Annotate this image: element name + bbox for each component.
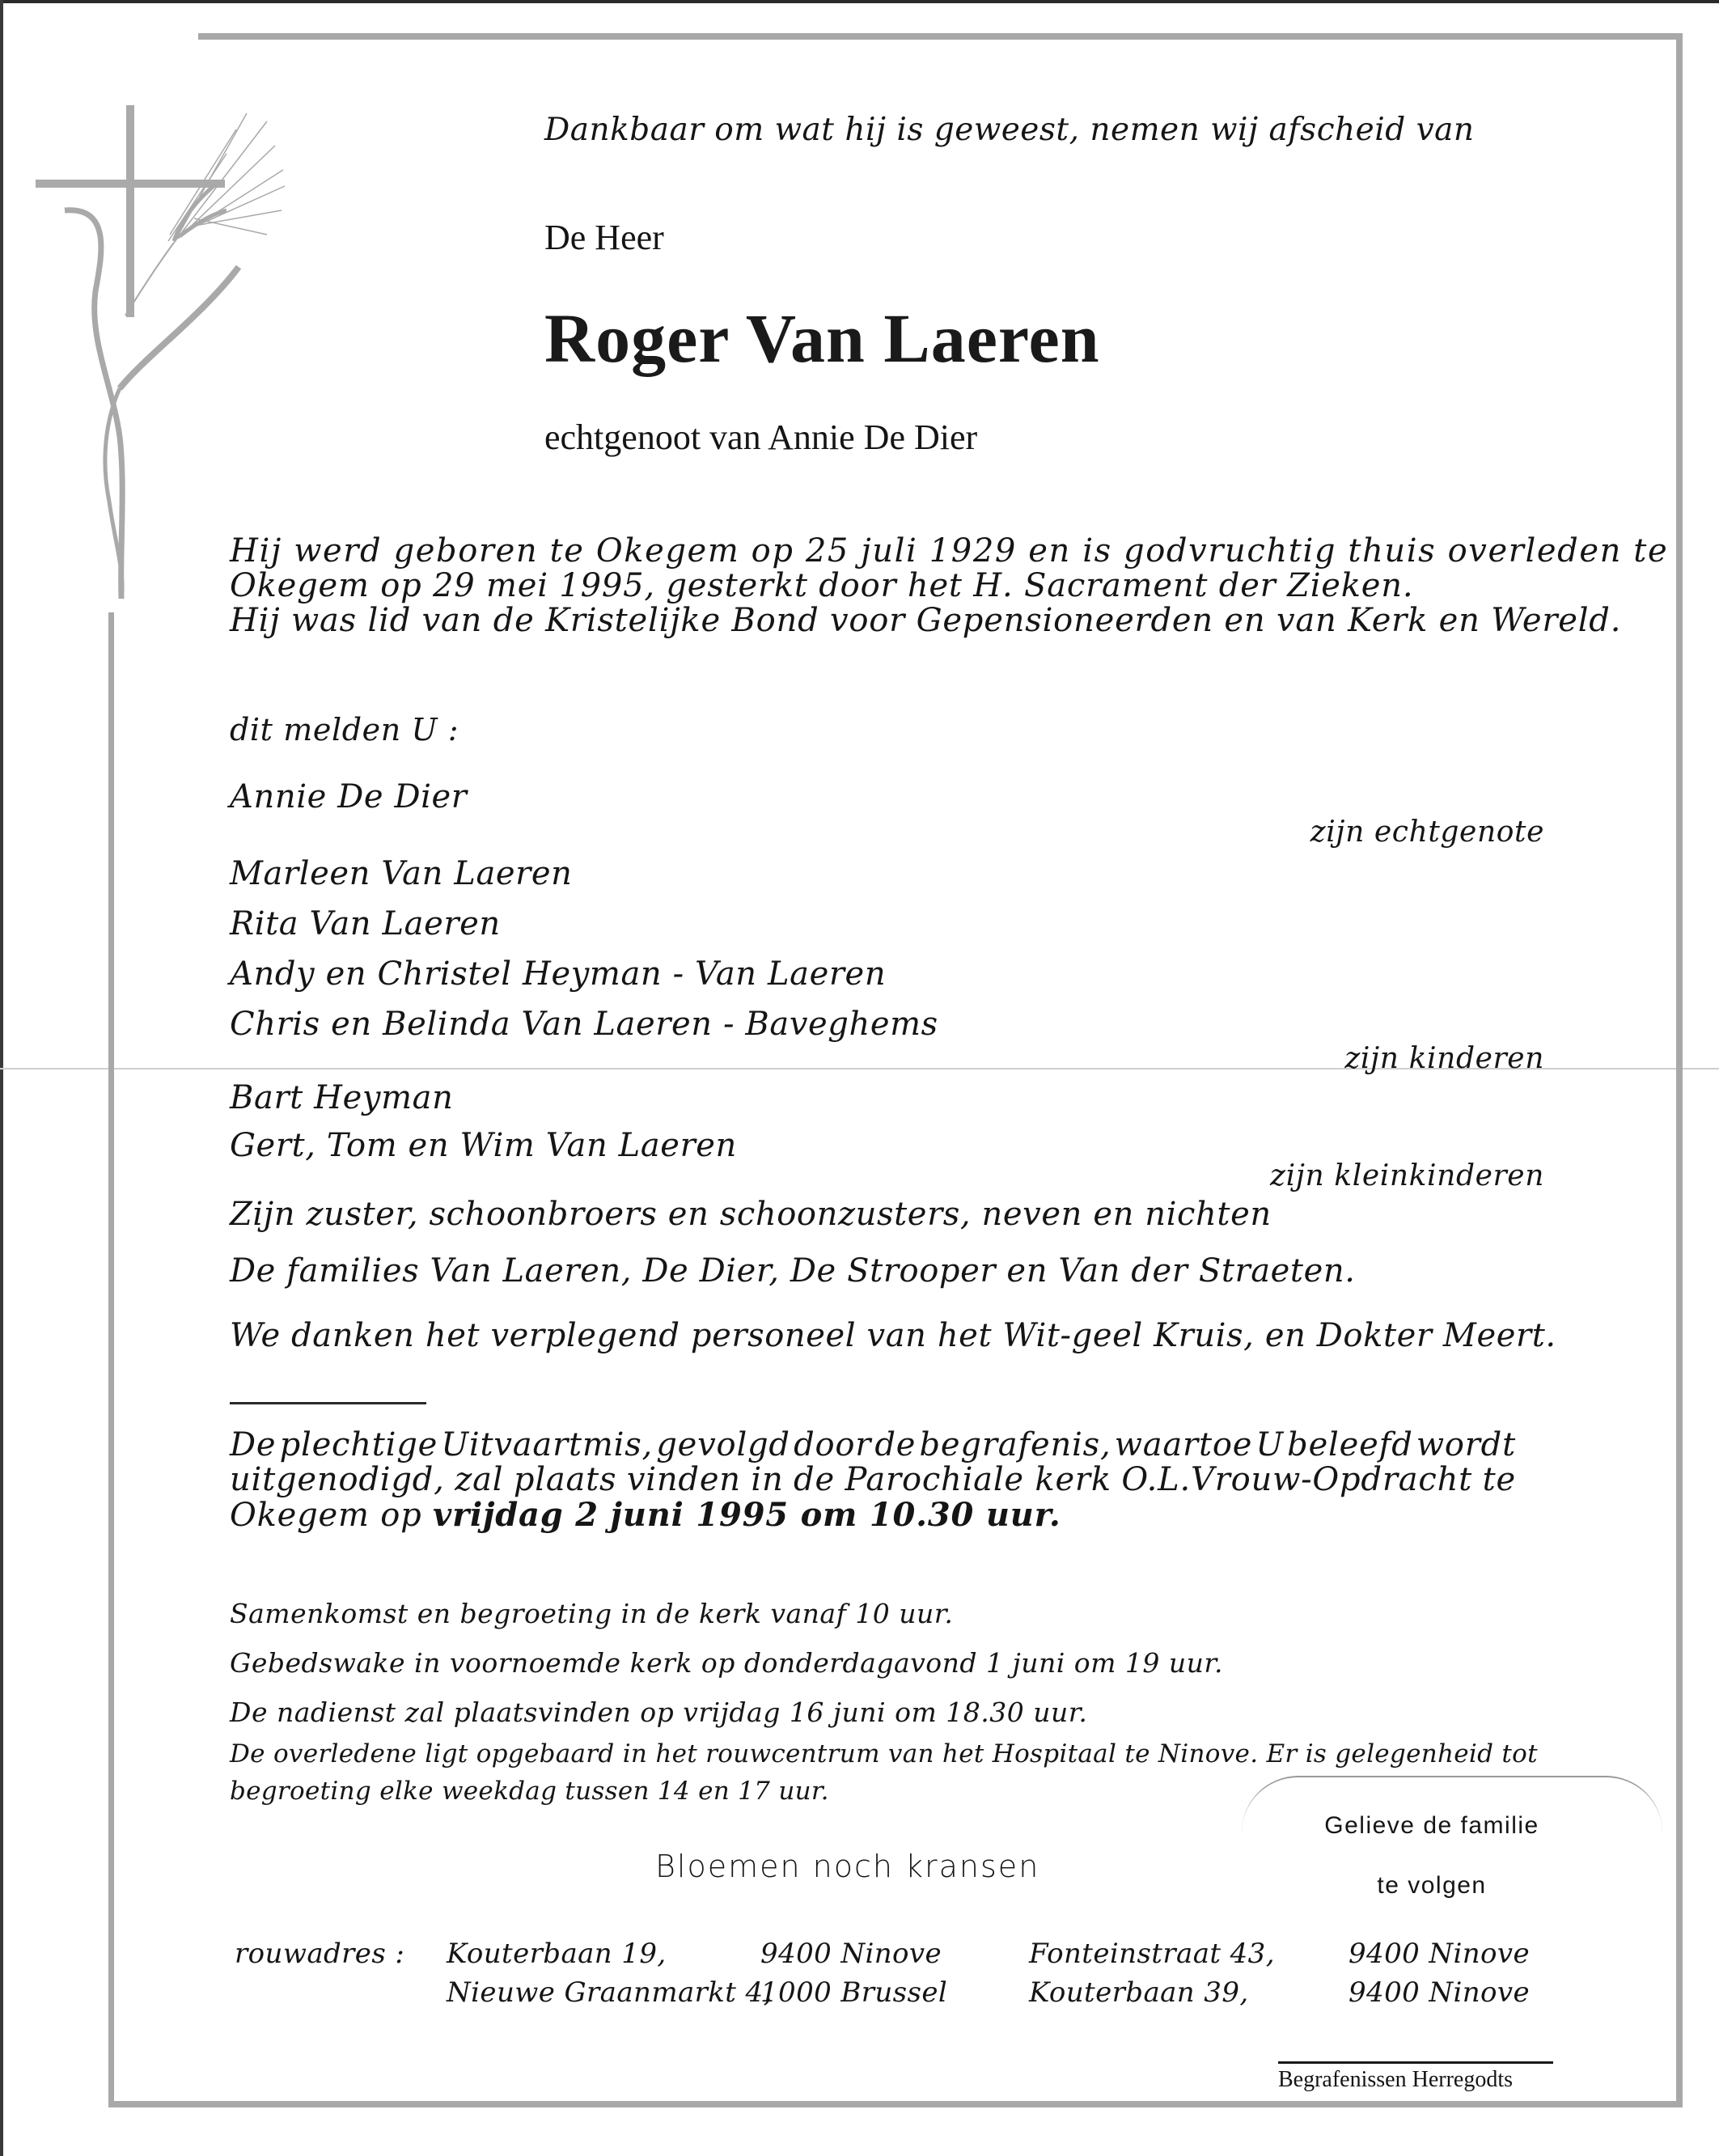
address-street: Fonteinstraat 43, xyxy=(1029,1938,1275,1970)
funeral-word: plechtige xyxy=(279,1426,438,1463)
biography-line: Hij werd geboren te Okegem op 25 juli 1929 en is godvruchtig thuis overleden te xyxy=(230,532,1669,570)
frame-border-top xyxy=(198,33,1683,40)
funeral-word: plaats xyxy=(513,1461,617,1498)
cross-vertical-icon xyxy=(126,105,134,317)
funeral-word: door xyxy=(794,1426,872,1463)
funeral-word: zal xyxy=(455,1461,504,1498)
funeral-word: waartoe xyxy=(1114,1426,1253,1463)
funeral-word: U xyxy=(1255,1426,1284,1463)
funeral-line xyxy=(230,1497,1516,1533)
funeral-word: O.L.Vrouw-Opdracht xyxy=(1121,1461,1473,1498)
address-city: 9400 Ninove xyxy=(1349,1976,1531,2009)
viewing-line: De overledene ligt opgebaard in het rouwcentrum van het Hospitaal te Ninove. Er is gelegenheid tot xyxy=(230,1739,1538,1768)
announcer-name: Annie De Dier xyxy=(230,778,468,815)
announcer-name: Rita Van Laeren xyxy=(230,905,501,942)
announcer-name: Bart Heyman xyxy=(230,1079,454,1116)
relation-label: zijn echtgenote xyxy=(1310,815,1544,849)
frame-border-bottom xyxy=(111,2101,1683,2107)
address-label: rouwadres : xyxy=(235,1938,405,1970)
note-line: Samenkomst en begroeting in de kerk vanaf 10 uur. xyxy=(230,1598,954,1629)
thanks-line: We danken het verplegend personeel van het Wit-geel Kruis, en Dokter Meert. xyxy=(230,1317,1556,1354)
announcer-name: Chris en Belinda Van Laeren - Baveghems xyxy=(230,1006,938,1043)
relation-label: zijn kinderen xyxy=(1344,1042,1544,1075)
biography xyxy=(230,532,1669,639)
funeral-announcement xyxy=(230,1428,1516,1533)
follow-notice-line: Gelieve de familie xyxy=(1324,1812,1539,1839)
funeral-word: Uitvaartmis, xyxy=(441,1426,654,1463)
flowers-notice: Bloemen noch kransen xyxy=(655,1849,1040,1884)
funeral-word: wordt xyxy=(1416,1426,1516,1463)
wheat-leaf-icon xyxy=(120,267,239,388)
spouse-line: echtgenoot van Annie De Dier xyxy=(544,417,978,457)
viewing-line: begroeting elke weekdag tussen 14 en 17 uur. xyxy=(230,1777,829,1806)
funeral-word: de xyxy=(794,1461,835,1498)
funeral-word: vinden xyxy=(626,1461,741,1498)
address-street: Kouterbaan 39, xyxy=(1029,1976,1249,2009)
address-city: 9400 Ninove xyxy=(1349,1938,1531,1970)
intro-line: Dankbaar om wat hij is geweest, nemen wij afscheid van xyxy=(544,112,1475,148)
funeral-word: uitgenodigd, xyxy=(230,1461,445,1498)
frame-border-right xyxy=(1676,33,1683,2107)
funeral-word: de xyxy=(874,1426,917,1463)
cross-horizontal-icon xyxy=(36,180,225,188)
funeral-word: De xyxy=(230,1426,277,1463)
address-city: 1000 Brussel xyxy=(760,1976,948,2009)
funeral-line xyxy=(230,1463,1516,1497)
frame-border-left xyxy=(108,612,114,2107)
follow-notice-box xyxy=(1242,1776,1662,1923)
announcers-intro: dit melden U : xyxy=(230,712,459,748)
address-street: Nieuwe Graanmarkt 4, xyxy=(447,1976,773,2009)
address-street: Kouterbaan 19, xyxy=(447,1938,667,1970)
funeral-word: gevolgd xyxy=(656,1426,790,1463)
follow-notice-line: te volgen xyxy=(1377,1872,1487,1899)
families-line: De families Van Laeren, De Dier, De Strooper en Van der Straeten. xyxy=(230,1252,1356,1290)
deceased-name: Roger Van Laeren xyxy=(544,299,1100,377)
note-line: De nadienst zal plaatsvinden op vrijdag 16 juni om 18.30 uur. xyxy=(230,1696,1088,1728)
section-divider xyxy=(230,1402,426,1404)
funeral-prefix: Okegem op xyxy=(230,1497,434,1534)
address-city: 9400 Ninove xyxy=(760,1938,942,1970)
funeral-word: beleefd xyxy=(1287,1426,1413,1463)
funeral-word: begrafenis, xyxy=(919,1426,1111,1463)
relation-label: zijn kleinkinderen xyxy=(1270,1159,1544,1192)
funeral-date-time: vrijdag 2 juni 1995 om 10.30 uur. xyxy=(433,1496,1061,1534)
note-line: Gebedswake in voornoemde kerk op donderdagavond 1 juni om 19 uur. xyxy=(230,1647,1224,1679)
scan-edge xyxy=(0,0,1719,3)
biography-line: Hij was lid van de Kristelijke Bond voor Gepensioneerden en van Kerk en Wereld. xyxy=(230,602,1622,639)
extended-family: Zijn zuster, schoonbroers en schoonzusters, neven en nichten xyxy=(230,1196,1272,1233)
announcer-name: Gert, Tom en Wim Van Laeren xyxy=(230,1127,737,1164)
announcer-name: Marleen Van Laeren xyxy=(230,855,573,892)
scan-edge xyxy=(0,0,3,2156)
biography-line: Okegem op 29 mei 1995, gesterkt door het H. Sacrament der Zieken. xyxy=(230,567,1414,604)
undertaker-name: Begrafenissen Herregodts xyxy=(1278,2067,1514,2092)
funeral-line xyxy=(230,1428,1516,1463)
funeral-word: Parochiale kerk xyxy=(845,1461,1111,1498)
funeral-word: te xyxy=(1482,1461,1516,1498)
funeral-word: in xyxy=(751,1461,784,1498)
undertaker-rule xyxy=(1278,2061,1553,2064)
honorific-title: De Heer xyxy=(544,218,664,257)
announcer-name: Andy en Christel Heyman - Van Laeren xyxy=(230,955,887,993)
